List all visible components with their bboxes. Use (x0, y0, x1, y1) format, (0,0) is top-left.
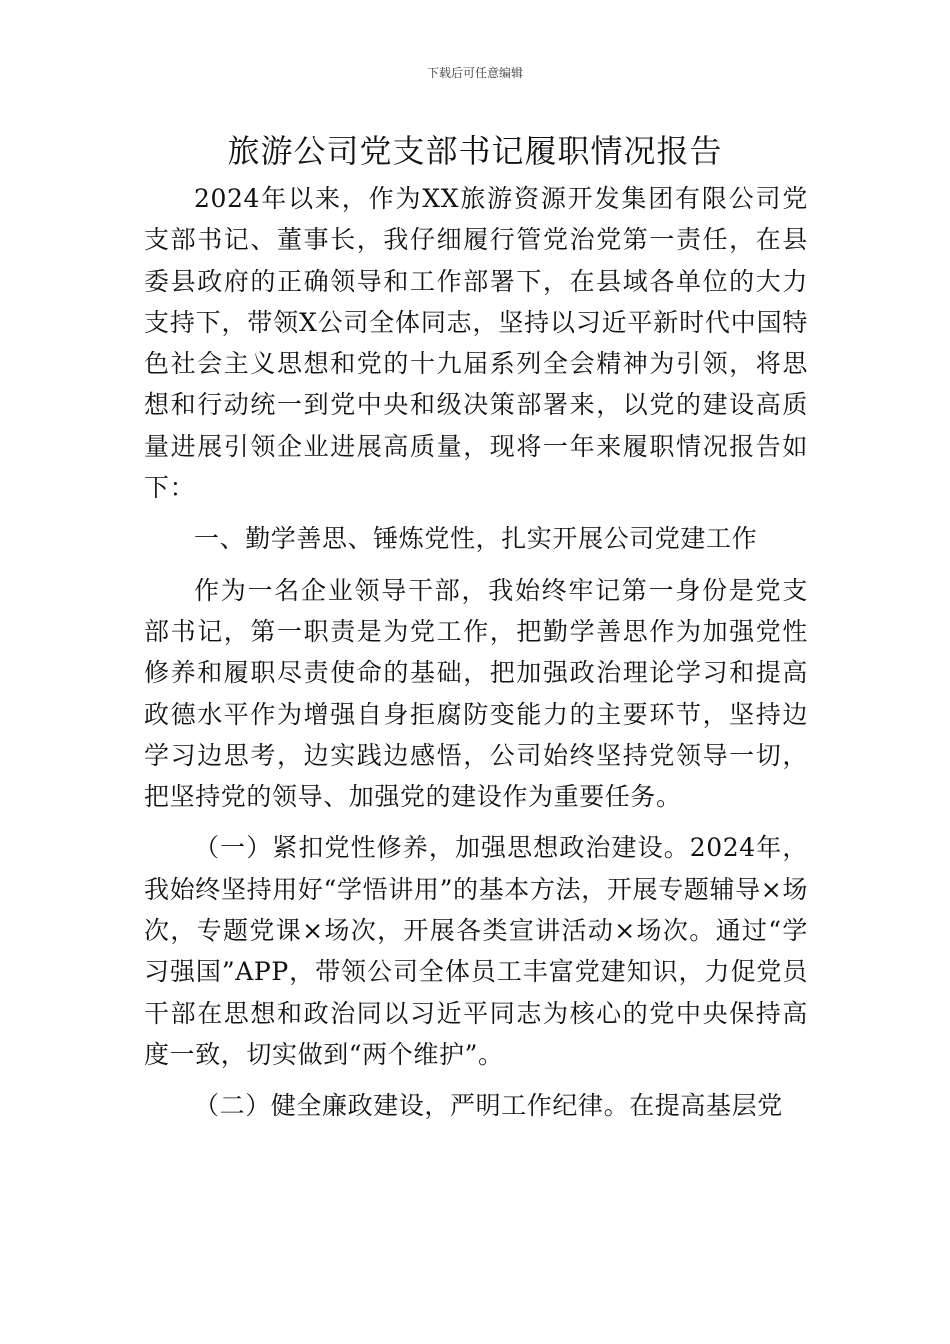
section-1-paragraph: 作为一名企业领导干部，我始终牢记第一身份是党支部书记，第一职责是为党工作，把勤学善思作为加强党性修养和履职尽责使命的基础，把加强政治理论学习和提高政德水平作为增强自身拒腐防变能力的主要环节，坚持边学习边思考，边实践边感悟，公司始终坚持党领导一切，把坚持党的领导、加强党的建设作为重要任务。 (144, 575, 808, 812)
subsection-2-paragraph: （二）健全廉政建设，严明工作纪律。在提高基层党 (194, 1091, 783, 1121)
document-body (144, 178, 808, 1127)
intro-paragraph: 2024年以来，作为XX旅游资源开发集团有限公司党支部书记、董事长，我仔细履行管党治党第一责任，在县委县政府的正确领导和工作部署下，在县域各单位的大力支持下，带领X公司全体同志，坚持以习近平新时代中国特色社会主义思想和党的十九届系列全会精神为引领，将思想和行动统一到党中央和级决策部署来，以党的建设高质量进展引领企业进展高质量，现将一年来履职情况报告如下： (144, 184, 808, 503)
section-heading-1: 一、勤学善思、锤炼党性，扎实开展公司党建工作 (194, 524, 758, 554)
subsection-1-paragraph: （一）紧扣党性修养，加强思想政治建设。2024年，我始终坚持用好“学悟讲用”的基本方法，开展专题辅导×场次，专题党课×场次，开展各类宣讲活动×场次。通过“学习强国”APP，带领公司全体员工丰富党建知识，力促党员干部在思想和政治同以习近平同志为核心的党中央保持高度一致，切实做到“两个维护”。 (144, 833, 808, 1069)
page-title: 旅游公司党支部书记履职情况报告 (227, 132, 723, 170)
header-note: 下载后可任意编辑 (426, 66, 523, 80)
